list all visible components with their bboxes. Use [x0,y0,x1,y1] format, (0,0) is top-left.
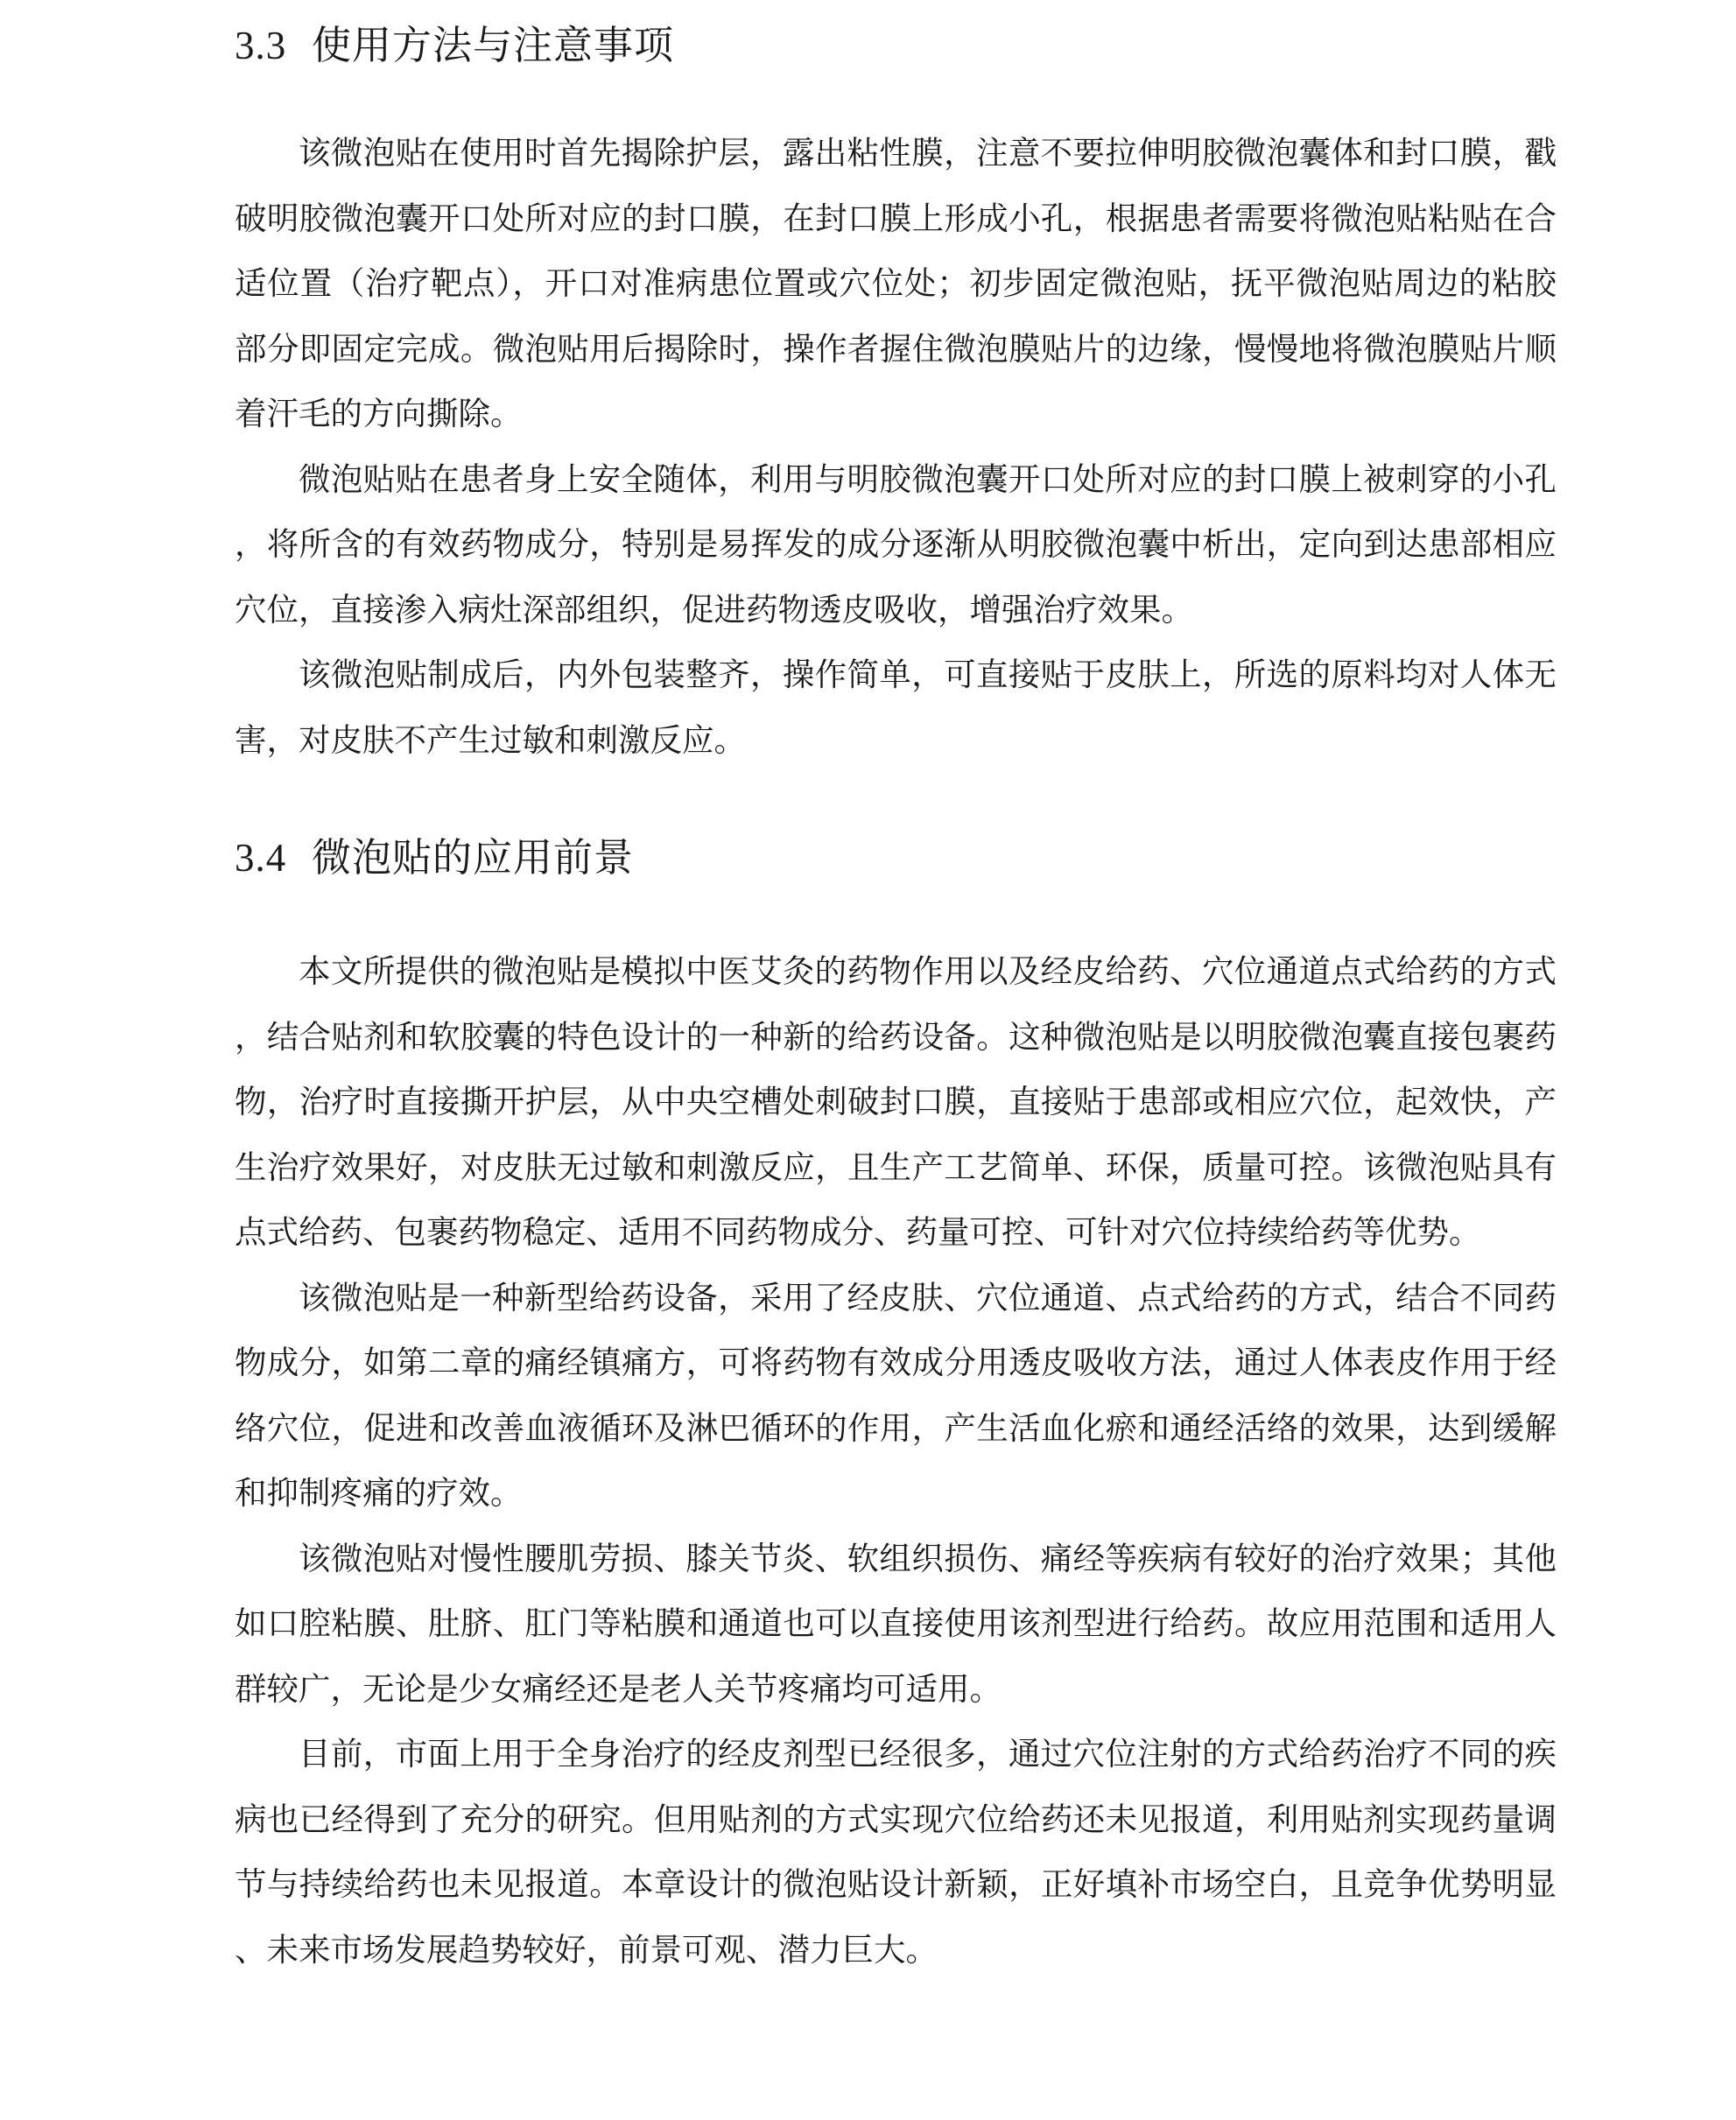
section-heading-3-4 [235,832,634,884]
paragraph: 该微泡贴对慢性腰肌劳损、膝关节炎、软组织损伤、痛经等疾病有较好的治疗效果；其他如口腔粘膜、肚脐、肛门等粘膜和通道也可以直接使用该剂型进行给药。故应用范围和适用人群较广，无论是少女痛经还是老人关节疼痛均可适用。 [235,1539,1557,1708]
paragraph: 该微泡贴制成后，内外包装整齐，操作简单，可直接贴于皮肤上，所选的原料均对人体无害，对皮肤不产生过敏和刺激反应。 [235,656,1557,759]
section-body-3-3 [235,121,1557,773]
section-body-3-4 [235,939,1557,1983]
paragraph: 本文所提供的微泡贴是模拟中医艾灸的药物作用以及经皮给药、穴位通道点式给药的方式，结合贴剂和软胶囊的特色设计的一种新的给药设备。这种微泡贴是以明胶微泡囊直接包裹药物，治疗时直接撕开护层，从中央空槽处刺破封口膜，直接贴于患部或相应穴位，起效快，产生治疗效果好，对皮肤无过敏和刺激反应，且生产工艺简单、环保，质量可控。该微泡贴具有点式给药、包裹药物稳定、适用不同药物成分、药量可控、可针对穴位持续给药等优势。 [235,952,1557,1251]
paragraph: 该微泡贴是一种新型给药设备，采用了经皮肤、穴位通道、点式给药的方式，结合不同药物成分，如第二章的痛经镇痛方，可将药物有效成分用透皮吸收方法，通过人体表皮作用于经络穴位，促进和改善血液循环及淋巴循环的作用，产生活血化瘀和通经活络的效果，达到缓解和抑制疼痛的疗效。 [235,1278,1557,1512]
section-number: 3.3 [235,24,287,67]
section-heading-3-3 [235,19,674,72]
paragraph: 微泡贴贴在患者身上安全随体，利用与明胶微泡囊开口处所对应的封口膜上被刺穿的小孔，将所含的有效药物成分，特别是易挥发的成分逐渐从明胶微泡囊中析出，定向到达患部相应穴位，直接渗入病灶深部组织，促进药物透皮吸收，增强治疗效果。 [235,460,1557,628]
paragraph: 该微泡贴在使用时首先揭除护层，露出粘性膜，注意不要拉伸明胶微泡囊体和封口膜，戳破明胶微泡囊开口处所对应的封口膜，在封口膜上形成小孔，根据患者需要将微泡贴粘贴在合适位置（治疗靶点），开口对准病患位置或穴位处；初步固定微泡贴，抚平微泡贴周边的粘胶部分即固定完成。微泡贴用后揭除时，操作者握住微泡膜贴片的边缘，慢慢地将微泡膜贴片顺着汗毛的方向撕除。 [235,134,1557,432]
paragraph: 目前，市面上用于全身治疗的经皮剂型已经很多，通过穴位注射的方式给药治疗不同的疾病也已经得到了充分的研究。但用贴剂的方式实现穴位给药还未见报道，利用贴剂实现药量调节与持续给药也未见报道。本章设计的微泡贴设计新颖，正好填补市场空白，且竞争优势明显、未来市场发展趋势较好，前景可观、潜力巨大。 [235,1735,1557,1969]
section-number: 3.4 [235,836,287,880]
section-title: 使用方法与注意事项 [312,22,675,68]
section-title: 微泡贴的应用前景 [312,834,635,881]
